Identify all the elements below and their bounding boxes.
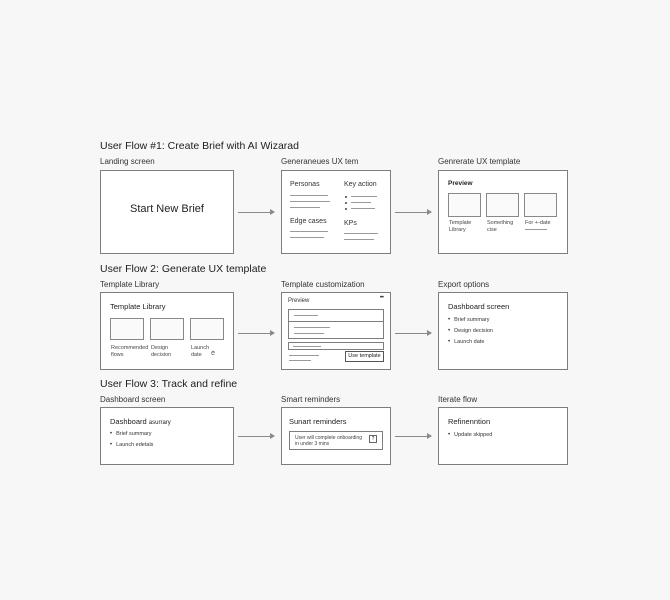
dashboard-title: Dashboard xyxy=(110,417,147,426)
kps-label: KPs xyxy=(344,220,357,227)
template-thumbnail[interactable] xyxy=(150,318,184,340)
list-item: • Brief summary xyxy=(110,431,152,437)
smart-reminders-screen-label: Smart reminders xyxy=(281,395,341,404)
flow2-title: User Flow 2: Generate UX template xyxy=(100,263,267,275)
input-field[interactable] xyxy=(288,342,384,350)
placeholder-line xyxy=(290,195,328,196)
thumb-caption: Template Library xyxy=(449,220,472,233)
key-action-label: Key action xyxy=(344,181,377,188)
help-icon[interactable]: ? xyxy=(369,435,377,443)
placeholder-line xyxy=(290,237,324,238)
list-item: • Launch date xyxy=(448,339,484,345)
placeholder-line xyxy=(344,233,378,234)
generate-template-screen-label: Genrerate UX template xyxy=(438,157,521,166)
dashboard-frame xyxy=(100,407,234,465)
arrow-flow1-1 xyxy=(238,212,274,213)
template-thumbnail[interactable] xyxy=(110,318,144,340)
personas-label: Personas xyxy=(290,181,320,188)
arrow-flow3-1 xyxy=(238,436,274,437)
landing-screen-frame xyxy=(100,170,234,254)
iterate-flow-screen-label: Iterate flow xyxy=(438,395,478,404)
arrow-flow2-1 xyxy=(238,333,274,334)
smart-reminders-frame xyxy=(281,407,391,465)
list-item: • Launch edetals xyxy=(110,442,153,448)
template-thumbnail[interactable] xyxy=(486,193,519,217)
template-thumbnail[interactable] xyxy=(524,193,557,217)
placeholder-line xyxy=(289,360,311,361)
placeholder-line xyxy=(290,207,320,208)
smart-reminders-heading: Sunart reminders xyxy=(289,417,347,426)
ux-items-screen-label: Generaneues UX tem xyxy=(281,157,359,166)
landing-screen-label: Landing screen xyxy=(100,157,155,166)
placeholder-line xyxy=(289,355,319,356)
preview-pane xyxy=(288,309,384,339)
template-library-screen-label: Template Library xyxy=(100,280,160,289)
bullet-dot xyxy=(345,202,347,204)
start-new-brief-button[interactable]: Start New Brief xyxy=(130,203,204,215)
reminder-card[interactable] xyxy=(289,431,383,450)
template-library-heading: Template Library xyxy=(110,302,166,311)
arrow-flow1-2 xyxy=(395,212,431,213)
template-customization-screen-label: Template customization xyxy=(281,280,365,289)
template-thumbnail[interactable] xyxy=(190,318,224,340)
divider xyxy=(289,321,383,322)
template-library-frame xyxy=(100,292,234,370)
more-options-icon[interactable]: ••• xyxy=(379,295,383,301)
template-customization-frame xyxy=(281,292,391,370)
thumb-caption: Something cise xyxy=(487,220,514,233)
flow1-title: User Flow #1: Create Brief with AI Wizarad xyxy=(100,140,299,152)
placeholder-line xyxy=(344,239,374,240)
edge-cases-label: Edge cases xyxy=(290,218,327,225)
dashboard-heading xyxy=(110,417,171,426)
preview-heading: Preview xyxy=(448,180,473,187)
placeholder-line xyxy=(351,202,371,203)
dashboard-screen-label: Dashboard screen xyxy=(100,395,166,404)
arrow-flow2-2 xyxy=(395,333,431,334)
flow3-title: User Flow 3: Track and refine xyxy=(100,378,238,390)
dashboard-screen-heading: Dashboard screen xyxy=(448,302,510,311)
placeholder-line xyxy=(351,196,377,197)
ux-items-frame xyxy=(281,170,391,254)
placeholder-line xyxy=(294,333,324,334)
iterate-flow-frame xyxy=(438,407,568,465)
list-item: • Update skipped xyxy=(448,432,492,438)
placeholder-line xyxy=(294,327,330,328)
export-options-frame xyxy=(438,292,568,370)
reminder-text: User will complete onboarding in under 3 mins xyxy=(295,435,362,447)
bullet-dot xyxy=(345,196,347,198)
placeholder-line xyxy=(290,231,328,232)
placeholder-line xyxy=(290,201,330,202)
arrow-flow3-2 xyxy=(395,436,431,437)
placeholder-line xyxy=(525,229,547,230)
dashboard-subtitle: asurrary xyxy=(148,420,171,426)
thumb-caption: Launch date xyxy=(191,345,210,358)
list-item: • Design decision xyxy=(448,328,493,334)
thumb-caption: Design decision xyxy=(151,345,172,358)
placeholder-line xyxy=(294,315,318,316)
thumb-caption: Recommended flows xyxy=(111,345,149,358)
use-template-button[interactable]: Use template xyxy=(345,351,384,362)
list-item: • Brief summary xyxy=(448,317,490,323)
generate-template-frame xyxy=(438,170,568,254)
template-thumbnail[interactable] xyxy=(448,193,481,217)
placeholder-line xyxy=(293,346,321,347)
bullet-dot xyxy=(345,208,347,210)
preview-heading: Preview xyxy=(288,298,310,304)
export-options-screen-label: Export options xyxy=(438,280,490,289)
badge-icon: ₾ xyxy=(211,351,216,357)
placeholder-line xyxy=(351,208,375,209)
thumb-caption: For +-date xyxy=(525,220,551,226)
refinement-heading: Refinenntion xyxy=(448,417,491,426)
